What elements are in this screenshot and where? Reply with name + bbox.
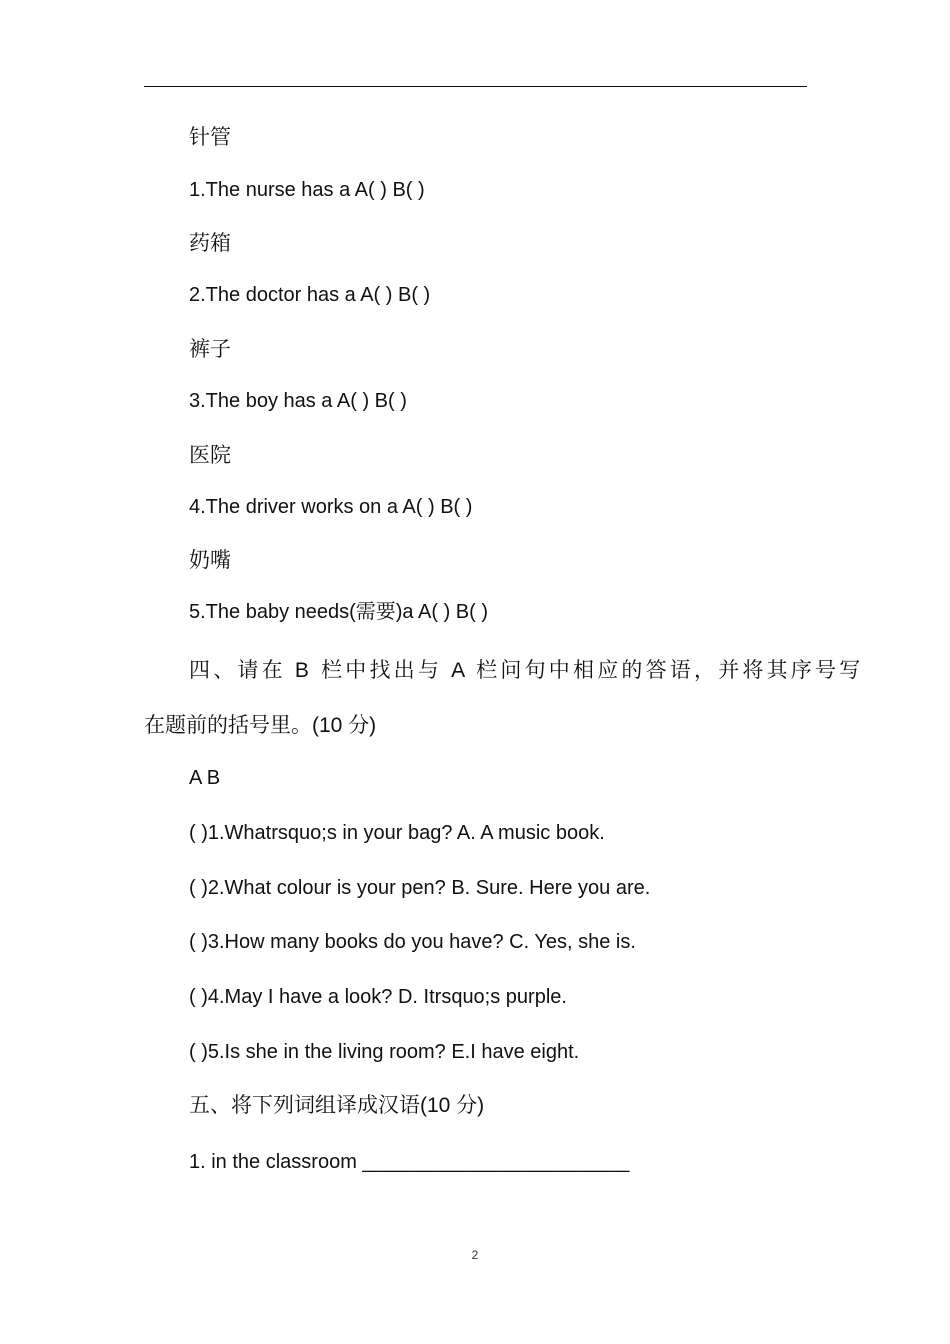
question-5: 5.The baby needs(需要)a A( ) B( ) (189, 601, 489, 623)
question-4: 4.The driver works on a A( ) B( ) (189, 496, 473, 518)
word-trousers: 裤子 (189, 338, 231, 361)
section-5-title: 五、将下列词组译成汉语(10 分) (189, 1094, 485, 1117)
section-4-line-2: 在题前的括号里。(10 分) (144, 714, 377, 737)
word-hospital: 医院 (189, 444, 231, 467)
word-syringe: 针管 (189, 126, 231, 149)
word-pacifier: 奶嘴 (189, 549, 231, 572)
question-3: 3.The boy has a A( ) B( ) (189, 390, 407, 412)
matching-item: ( )2.What colour is your pen? B. Sure. Here you are. (189, 877, 651, 899)
question-1: 1.The nurse has a A( ) B( ) (189, 179, 425, 201)
question-2: 2.The doctor has a A( ) B( ) (189, 284, 431, 306)
word-medicine-box: 药箱 (189, 232, 231, 255)
matching-item: ( )4.May I have a look? D. Itrsquo;s purple. (189, 986, 567, 1008)
section-4-line-1: 四、请在 B 栏中找出与 A 栏问句中相应的答语，并将其序号写 (189, 659, 864, 682)
matching-item: ( )1.Whatrsquo;s in your bag? A. A music book. (189, 822, 605, 844)
matching-item: ( )5.Is she in the living room? E.I have eight. (189, 1041, 580, 1063)
matching-item: ( )3.How many books do you have? C. Yes, she is. (189, 931, 636, 953)
matching-header: A B (189, 767, 221, 789)
page-number: 2 (471, 1248, 479, 1262)
header-rule (144, 86, 807, 87)
translation-item-1: 1. in the classroom ________________________ (189, 1151, 630, 1173)
